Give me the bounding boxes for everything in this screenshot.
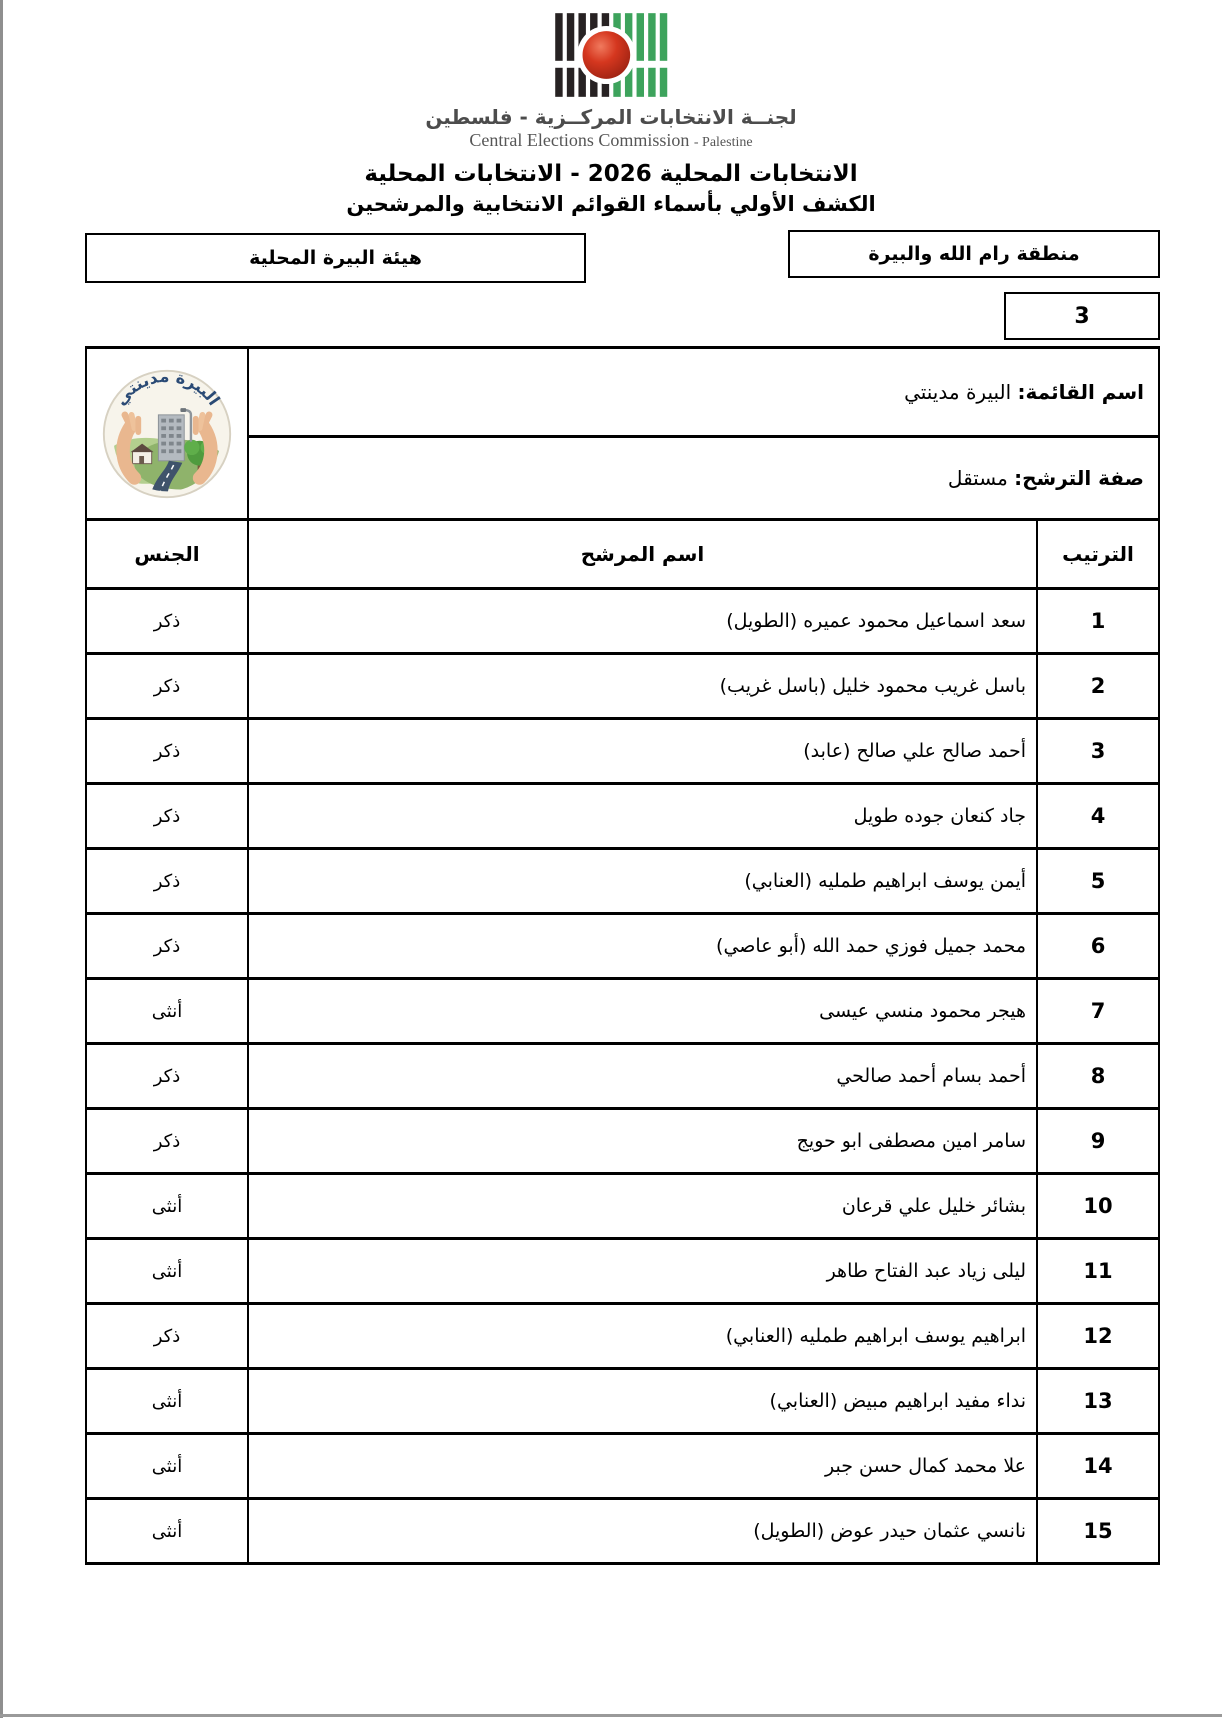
candidate-gender: أنثى — [86, 1239, 248, 1304]
list-number-box: 3 — [1004, 292, 1160, 340]
candidate-name: أحمد بسام أحمد صالحي — [248, 1044, 1037, 1109]
table-row — [86, 1109, 1159, 1174]
candidate-name: نانسي عثمان حيدر عوض (الطويل) — [248, 1499, 1037, 1564]
list-name-row — [86, 348, 1159, 437]
region-boxes — [0, 230, 1222, 284]
candidate-rank: 14 — [1037, 1434, 1159, 1499]
candidate-name: علا محمد كمال حسن جبر — [248, 1434, 1037, 1499]
candidate-name: نداء مفيد ابراهيم مبيض (العنابي) — [248, 1369, 1037, 1434]
candidate-rank: 2 — [1037, 654, 1159, 719]
table-row — [86, 654, 1159, 719]
candidate-gender: ذكر — [86, 1304, 248, 1369]
candidate-rank: 13 — [1037, 1369, 1159, 1434]
candidate-rank: 11 — [1037, 1239, 1159, 1304]
candidate-rank: 12 — [1037, 1304, 1159, 1369]
candidate-rank: 10 — [1037, 1174, 1159, 1239]
candidate-gender: أنثى — [86, 979, 248, 1044]
candidate-name: ابراهيم يوسف ابراهيم طمليه (العنابي) — [248, 1304, 1037, 1369]
candidate-name: هيجر محمود منسي عيسى — [248, 979, 1037, 1044]
candidate-name: محمد جميل فوزي حمد الله (أبو عاصي) — [248, 914, 1037, 979]
table-row — [86, 849, 1159, 914]
table-row — [86, 1304, 1159, 1369]
candidate-rank: 3 — [1037, 719, 1159, 784]
candidate-gender: ذكر — [86, 1109, 248, 1174]
candidate-name: سعد اسماعيل محمود عميره (الطويل) — [248, 589, 1037, 654]
list-name-value: البيرة مدينتي — [904, 380, 1012, 404]
candidate-name: باسل غريب محمود خليل (باسل غريب) — [248, 654, 1037, 719]
candidate-gender: ذكر — [86, 719, 248, 784]
candidate-gender: ذكر — [86, 1044, 248, 1109]
candidate-gender: أنثى — [86, 1434, 248, 1499]
title-line-2: الكشف الأولي بأسماء القوائم الانتخابية والمرشحين — [346, 192, 876, 216]
candidate-name: ليلى زياد عبد الفتاح طاهر — [248, 1239, 1037, 1304]
authority-box: هيئة البيرة المحلية — [85, 233, 586, 283]
candidate-name: أيمن يوسف ابراهيم طمليه (العنابي) — [248, 849, 1037, 914]
commission-name-arabic: لجنــة الانتخابات المركــزية - فلسطين — [425, 105, 797, 129]
candidate-gender: ذكر — [86, 784, 248, 849]
table-row — [86, 914, 1159, 979]
candidate-gender: أنثى — [86, 1499, 248, 1564]
table-row — [86, 784, 1159, 849]
title-line-1: الانتخابات المحلية 2026 - الانتخابات المحلية — [364, 161, 858, 187]
header — [0, 0, 1222, 151]
candidate-rank: 1 — [1037, 589, 1159, 654]
candidate-name: سامر امين مصطفى ابو حويج — [248, 1109, 1037, 1174]
candidate-name: بشائر خليل علي قرعان — [248, 1174, 1037, 1239]
list-logo-arc-text: البيرة مدينتي — [110, 366, 224, 409]
candidate-rank: 15 — [1037, 1499, 1159, 1564]
table-row — [86, 719, 1159, 784]
table-row — [86, 1434, 1159, 1499]
candidate-rank: 8 — [1037, 1044, 1159, 1109]
candidate-gender: ذكر — [86, 914, 248, 979]
table-row — [86, 589, 1159, 654]
table-row — [86, 1369, 1159, 1434]
list-logo-cell — [86, 348, 248, 520]
candidates-body — [86, 348, 1159, 1564]
document-title — [0, 161, 1222, 216]
header-rank: الترتيب — [1037, 520, 1159, 589]
candidate-gender: أنثى — [86, 1174, 248, 1239]
table-row — [86, 1174, 1159, 1239]
candidacy-type-value: مستقل — [947, 466, 1008, 490]
table-row — [86, 1499, 1159, 1564]
table-header-row — [86, 520, 1159, 589]
candidate-rank: 4 — [1037, 784, 1159, 849]
candidate-gender: أنثى — [86, 1369, 248, 1434]
table-row — [86, 1239, 1159, 1304]
list-logo-icon — [88, 367, 246, 501]
candidate-gender: ذكر — [86, 654, 248, 719]
candidate-rank: 7 — [1037, 979, 1159, 1044]
district-box: منطقة رام الله والبيرة — [788, 230, 1160, 278]
list-number-row — [0, 284, 1222, 342]
candidacy-type-label: صفة الترشح: — [1014, 466, 1145, 490]
table-row — [86, 979, 1159, 1044]
candidates-table — [85, 346, 1160, 1565]
header-gender: الجنس — [86, 520, 248, 589]
page-edge-bottom — [0, 1714, 1222, 1717]
candidacy-type-cell — [248, 437, 1159, 520]
cec-logo-icon — [552, 12, 670, 98]
candidate-gender: ذكر — [86, 589, 248, 654]
candidate-rank: 9 — [1037, 1109, 1159, 1174]
candidate-name: جاد كنعان جوده طويل — [248, 784, 1037, 849]
list-name-label: اسم القائمة: — [1017, 380, 1145, 404]
candidate-name: أحمد صالح علي صالح (عابد) — [248, 719, 1037, 784]
list-name-cell — [248, 348, 1159, 437]
candidate-rank: 5 — [1037, 849, 1159, 914]
candidate-gender: ذكر — [86, 849, 248, 914]
candidate-rank: 6 — [1037, 914, 1159, 979]
table-row — [86, 1044, 1159, 1109]
header-name: اسم المرشح — [248, 520, 1037, 589]
commission-name-english: Central Elections Commission - Palestine — [469, 130, 753, 150]
